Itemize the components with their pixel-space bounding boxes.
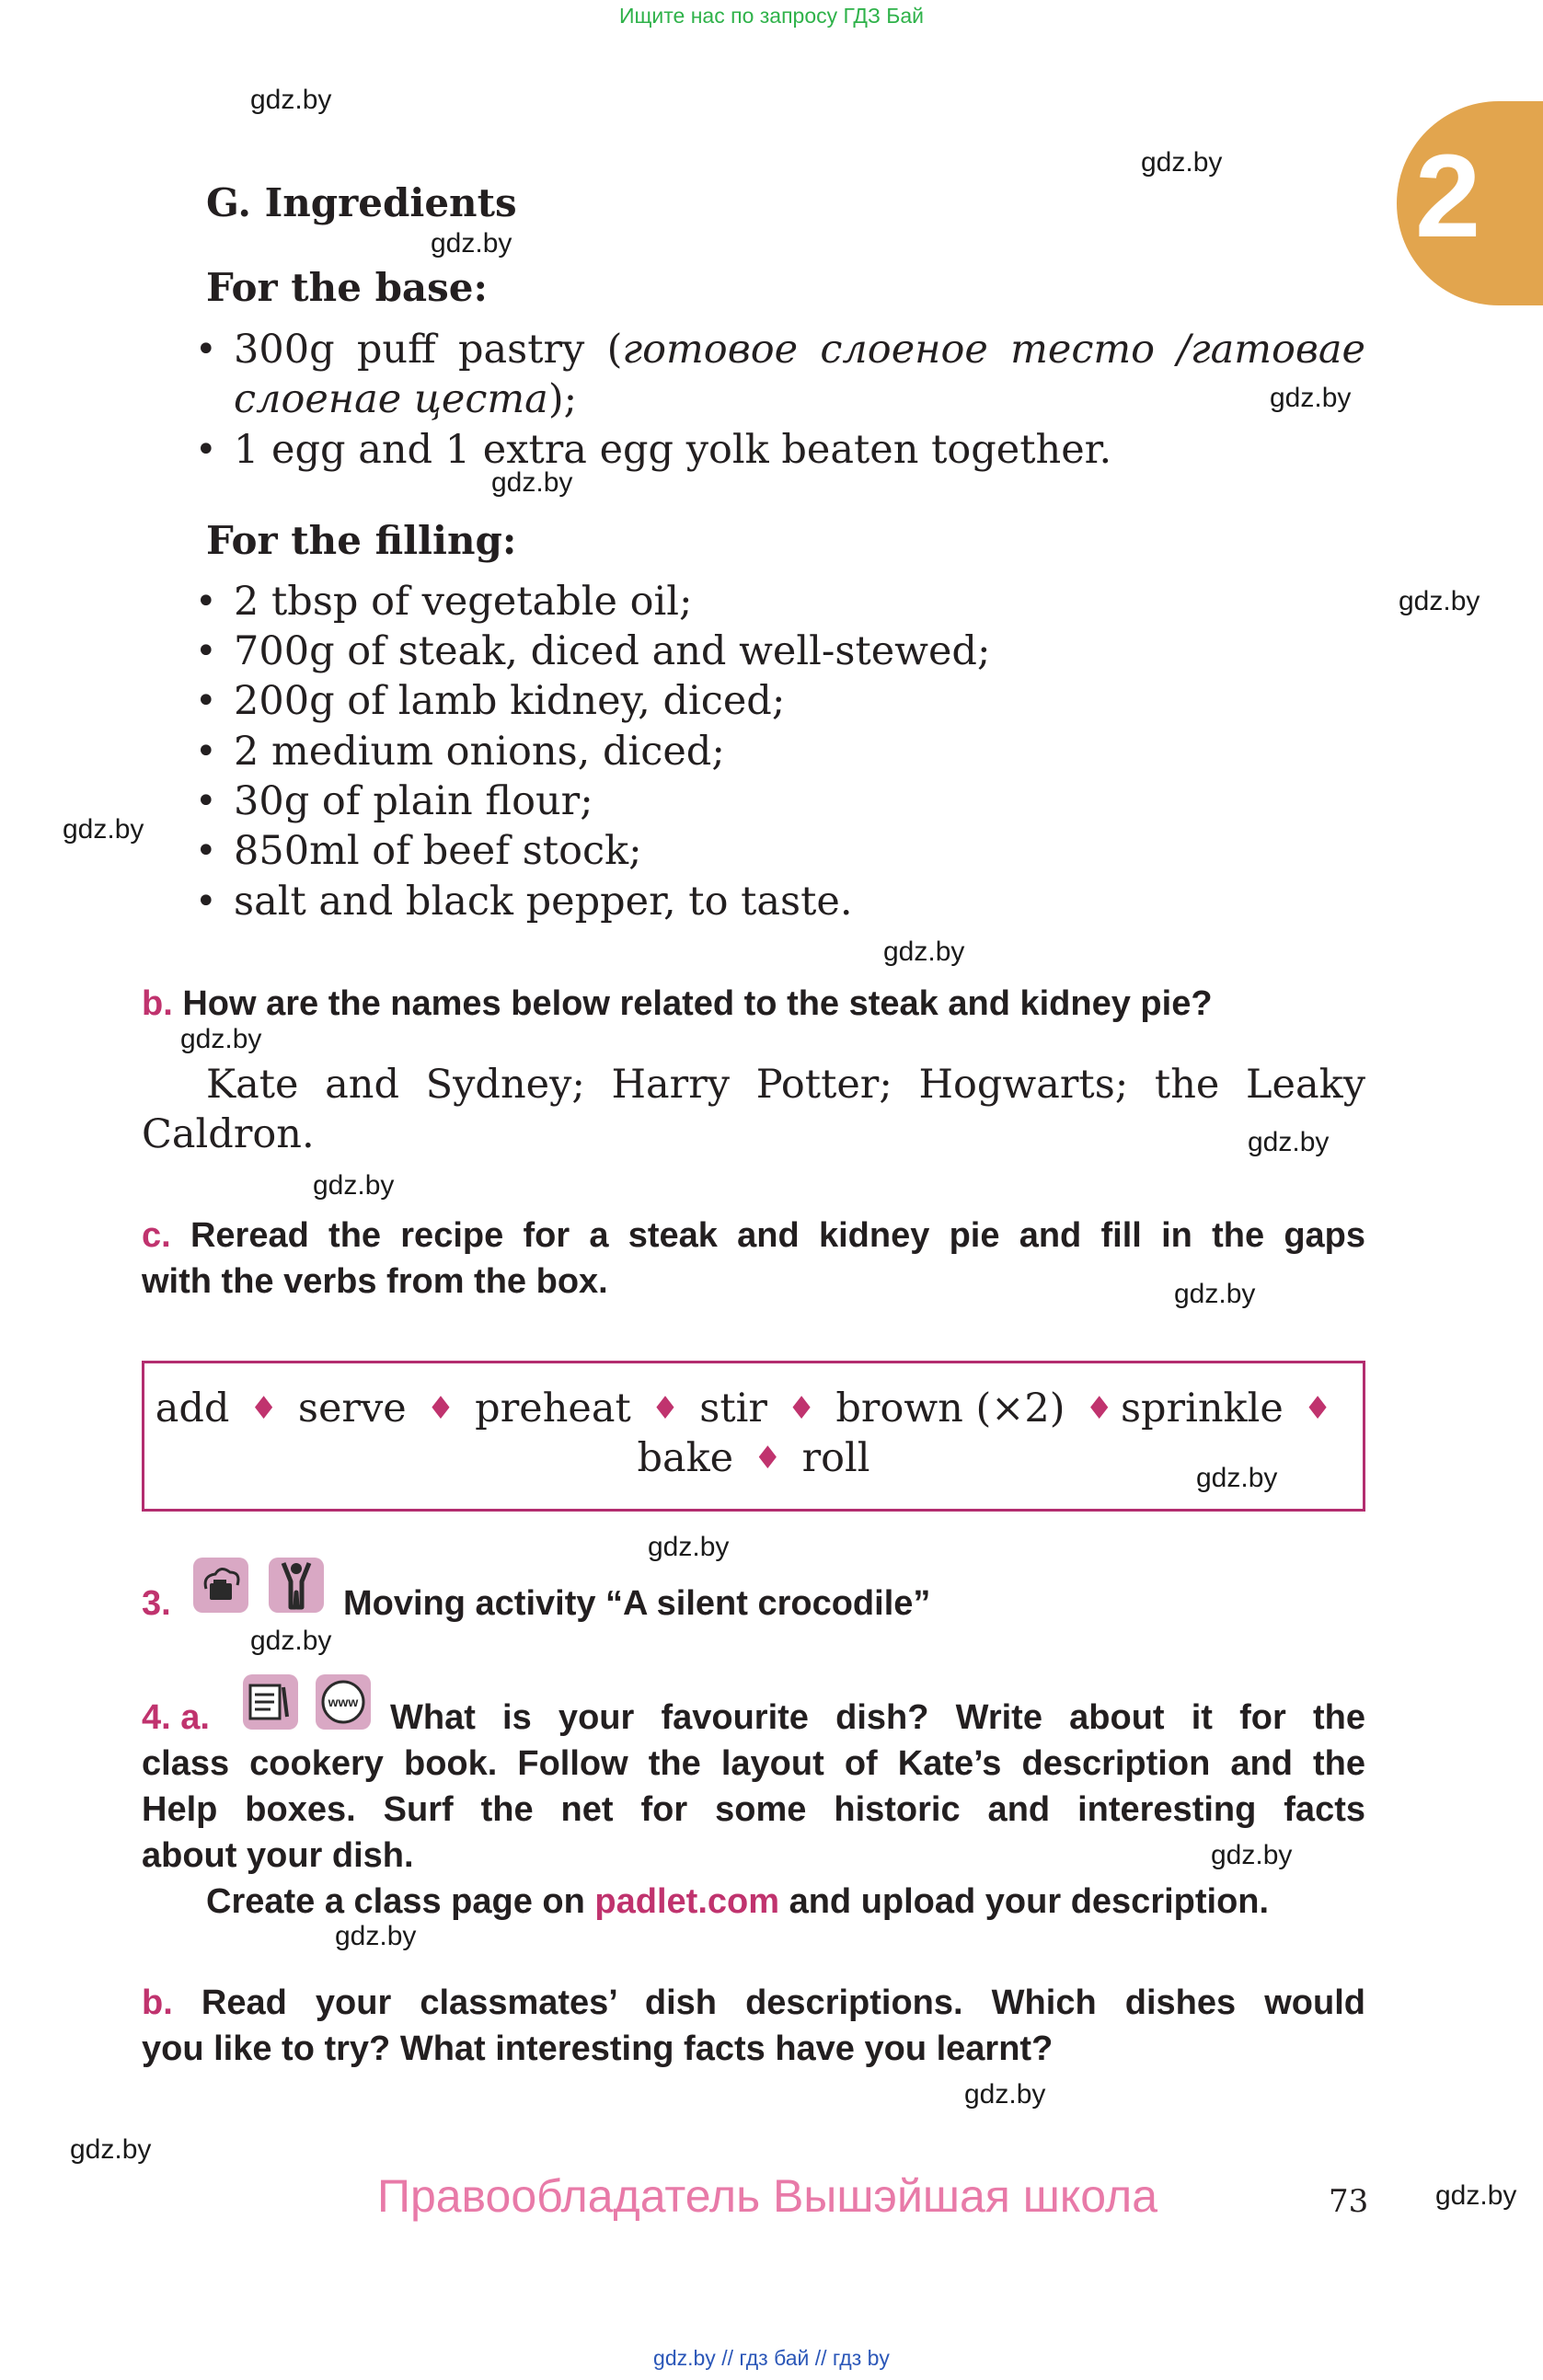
movement-icon xyxy=(269,1558,324,1613)
task-3-text: Moving activity “A silent crocodile” xyxy=(343,1584,931,1623)
internet-icon xyxy=(316,1674,371,1730)
ingredient-item: 2 tbsp of vegetable oil; xyxy=(234,579,693,625)
task-4b-line: b. Read your classmates’ dish descriptions. Which dishes would xyxy=(142,1983,1366,2022)
writing-icon xyxy=(243,1674,298,1730)
diamond-separator: ♦ xyxy=(754,1440,782,1477)
verb: preheat xyxy=(475,1385,631,1431)
ingredient-item: 1 egg and 1 extra egg yolk beaten together. xyxy=(234,427,1112,473)
task-c-instruction: c. Reread the recipe for a steak and kidney pie and fill in the gaps xyxy=(142,1216,1366,1255)
task-3-number: 3. xyxy=(142,1584,171,1623)
watermark: gdz.by xyxy=(1399,586,1480,616)
publisher-notice: Правообладатель Вышэйшая школа xyxy=(377,2170,1157,2222)
watermark: gdz.by xyxy=(250,85,332,115)
page-number: 73 xyxy=(1329,2183,1369,2220)
verb-box-row-1 xyxy=(144,1385,1363,1431)
watermark: gdz.by xyxy=(491,467,573,498)
watermark: gdz.by xyxy=(1435,2180,1517,2211)
footer-links[interactable]: gdz.by // гдз бай // гдз by xyxy=(653,2346,890,2370)
ingredient-item: salt and black pepper, to taste. xyxy=(234,879,853,925)
filling-heading: For the filling: xyxy=(206,518,517,563)
task-b-names: Kate and Sydney; Harry Potter; Hogwarts; the Leaky xyxy=(206,1062,1365,1108)
verb: stir xyxy=(699,1385,767,1431)
task-4a-padlet-line: Create a class page on padlet.com and upload your description. xyxy=(206,1882,1270,1921)
task-4a-line: about your dish. xyxy=(142,1836,414,1875)
verb: sprinkle xyxy=(1120,1385,1284,1431)
watermark: gdz.by xyxy=(1174,1279,1256,1309)
bullet: • xyxy=(195,328,217,371)
task-4a-line: What is your favourite dish? Write about it for the xyxy=(390,1698,1365,1737)
ingredient-item-continued: слоенае цеста); xyxy=(234,376,578,422)
watermark: gdz.by xyxy=(180,1024,262,1054)
bullet: • xyxy=(195,780,217,822)
watermark: gdz.by xyxy=(1141,147,1223,178)
bullet: • xyxy=(195,581,217,623)
watermark: gdz.by xyxy=(63,814,144,845)
bullet: • xyxy=(195,880,217,923)
watermark: gdz.by xyxy=(250,1626,332,1656)
verb: brown (×2) xyxy=(835,1385,1065,1431)
watermark: gdz.by xyxy=(883,937,965,967)
ingredient-item: 850ml of beef stock; xyxy=(234,828,642,874)
ingredient-item: 300g puff pastry (готовое слоеное тесто /гатовае xyxy=(234,327,1365,373)
verb-box xyxy=(142,1361,1365,1512)
bullet: • xyxy=(195,429,217,471)
bullet: • xyxy=(195,630,217,673)
watermark: gdz.by xyxy=(1270,383,1352,413)
task-4a-line: Help boxes. Surf the net for some historic and interesting facts xyxy=(142,1790,1365,1829)
watermark: gdz.by xyxy=(964,2079,1046,2110)
verb: add xyxy=(155,1385,230,1431)
task-b-question: b. How are the names below related to the steak and kidney pie? xyxy=(142,984,1213,1023)
diamond-separator: ♦ xyxy=(249,1390,278,1427)
watermark: gdz.by xyxy=(431,228,512,259)
verb-box-row-2 xyxy=(144,1435,1363,1481)
verb: roll xyxy=(801,1435,870,1481)
diamond-separator: ♦ xyxy=(651,1390,680,1427)
www-label: www xyxy=(328,1695,359,1709)
top-search-hint: Ищите нас по запросу ГДЗ Бай xyxy=(618,4,925,28)
task-4a-number: 4. a. xyxy=(142,1698,210,1737)
task-4b-line: you like to try? What interesting facts have you learnt? xyxy=(142,2029,1054,2068)
ingredient-item: 200g of lamb kidney, diced; xyxy=(234,678,786,724)
diamond-separator: ♦ xyxy=(787,1390,816,1427)
ingredient-item: 30g of plain flour; xyxy=(234,778,593,824)
diamond-separator: ♦ xyxy=(1085,1390,1113,1427)
verb: bake xyxy=(637,1435,734,1481)
task-b-names-continued: Caldron. xyxy=(142,1111,315,1157)
ingredient-item: 700g of steak, diced and well-stewed; xyxy=(234,628,991,674)
watermark: gdz.by xyxy=(335,1921,417,1951)
watermark: gdz.by xyxy=(313,1170,395,1201)
padlet-link[interactable]: padlet.com xyxy=(594,1882,780,1921)
watermark: gdz.by xyxy=(648,1532,730,1562)
diamond-separator: ♦ xyxy=(1303,1390,1332,1427)
diamond-separator: ♦ xyxy=(426,1390,455,1427)
group-work-icon xyxy=(193,1558,248,1613)
verb: serve xyxy=(297,1385,407,1431)
watermark: gdz.by xyxy=(1196,1463,1278,1493)
bullet: • xyxy=(195,830,217,872)
bullet: • xyxy=(195,680,217,722)
task-4a-line: class cookery book. Follow the layout of Kate’s description and the xyxy=(142,1744,1365,1783)
task-c-instruction-continued: with the verbs from the box. xyxy=(142,1262,608,1301)
base-heading: For the base: xyxy=(206,265,489,310)
section-title: G. Ingredients xyxy=(206,180,517,225)
bullet: • xyxy=(195,730,217,773)
watermark: gdz.by xyxy=(1211,1840,1293,1870)
ingredient-item: 2 medium onions, diced; xyxy=(234,729,725,775)
watermark: gdz.by xyxy=(70,2134,152,2165)
watermark: gdz.by xyxy=(1248,1127,1330,1157)
chapter-number: 2 xyxy=(1415,131,1481,262)
